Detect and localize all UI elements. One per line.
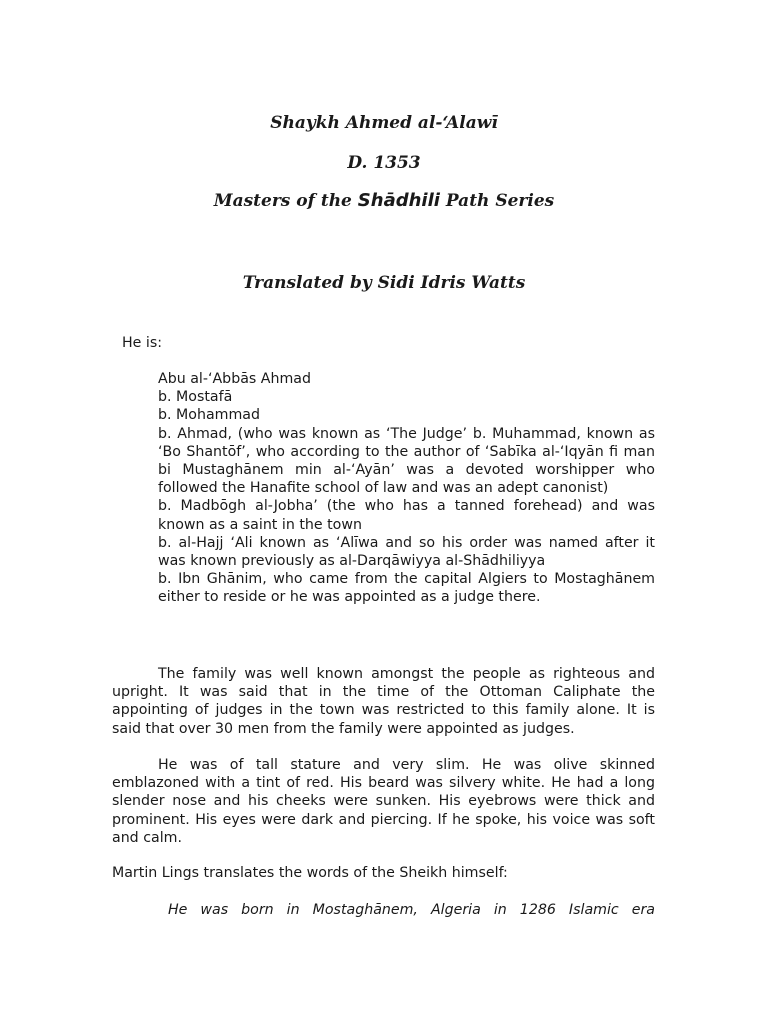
series-title bbox=[0, 190, 768, 212]
translator-credit: Translated by Sidi Idris Watts bbox=[242, 273, 526, 293]
description-paragraph: He was of tall stature and very slim. He was olive skinned emblazoned with a tint of red. His beard was silvery white. He had a long slender nose and his cheeks were sunken. His eyebrows were thick and prominent. His eyes were dark and piercing. If he spoke, his voice was soft and calm. bbox=[112, 757, 655, 846]
lineage-list bbox=[158, 370, 655, 607]
lineage-item: b. Madbōgh al-Jobha’ (the who has a tanned forehead) and was known as a saint in the town bbox=[158, 498, 655, 533]
quote-text: He was born in Mostaghānem, Algeria in 1286 Islamic era bbox=[168, 902, 655, 918]
lineage-item: b. Ahmad, (who was known as ‘The Judge’ b. Muhammad, known as ‘Bo Shantōf’, who according to the author of ‘Sabīka al-‘Iqyān fi man bi Mustaghānem min al-‘Ayān’ was a devoted worshipper who followed the Hanafite school of law and was an adept canonist) bbox=[158, 425, 655, 497]
lineage-item: b. Ibn Ghānim, who came from the capital Algiers to Mostaghānem either to reside or he was appointed as a judge there. bbox=[158, 571, 655, 606]
death-date: D. 1353 bbox=[347, 153, 421, 173]
intro-text: He is: bbox=[122, 335, 163, 351]
series-prefix: Masters of the bbox=[213, 191, 358, 211]
lineage-item: b. al-Hajj ‘Ali known as ‘Alīwa and so his order was named after it was known previously as al-Darqāwiyya al-Shādhiliyya bbox=[158, 534, 655, 570]
lineage-item: Abu al-‘Abbās Ahmad bbox=[158, 371, 312, 387]
series-suffix: Path Series bbox=[439, 191, 555, 211]
family-paragraph: The family was well known amongst the people as righteous and upright. It was said that in the time of the Ottoman Caliphate the appointing of judges in the town was restricted to this family alone. It is said that over 30 men from the family were appointed as judges. bbox=[112, 666, 655, 737]
lineage-item: b. Mohammad bbox=[158, 407, 260, 424]
document-title: Shaykh Ahmed al-‘Alawī bbox=[270, 113, 498, 133]
series-name: Shādhili bbox=[357, 190, 440, 211]
lineage-item: b. Mostafā bbox=[158, 389, 233, 406]
lings-intro: Martin Lings translates the words of the Sheikh himself: bbox=[112, 865, 508, 881]
